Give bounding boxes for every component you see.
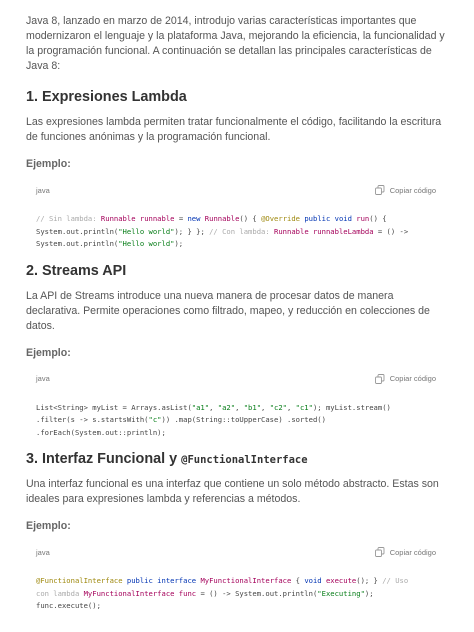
copy-code-label: Copiar código	[389, 185, 436, 195]
example-label: Ejemplo:	[26, 158, 71, 170]
code-language: java	[36, 374, 50, 383]
code-token: List<String> myList = Arrays.asList(	[36, 402, 192, 412]
section-title-lambda: 1. Expresiones Lambda	[26, 89, 187, 105]
code-content	[36, 213, 436, 251]
code-token: "c"	[148, 415, 162, 424]
section-desc-functional-interface: Una interfaz funcional es una interfaz que contiene un solo método abstracto. Estas son ideales para expresiones lambda y referencias a métodos.	[26, 478, 439, 505]
code-token: @Override	[261, 214, 305, 223]
code-token: // Con lambda:	[209, 226, 275, 236]
code-token: // Sin lambda:	[36, 214, 101, 223]
code-block-functional-interface	[36, 546, 436, 613]
code-token: MyFunctionalInterface	[200, 576, 292, 585]
section-streams	[26, 263, 448, 440]
intro-paragraph: Java 8, lanzado en marzo de 2014, introdujo varias características importantes que modernizaron el lenguaje y la plataforma Java, mejorando la eficiencia, la funcionalidad y la programación funcional. A continuación se detallan las principales características de Java 8:	[26, 15, 445, 72]
code-block-streams	[36, 373, 436, 440]
code-token: public interface	[126, 576, 201, 585]
code-token: run	[356, 214, 370, 223]
code-content	[36, 402, 436, 440]
code-token: void	[304, 576, 326, 585]
section-title-functional-interface	[26, 451, 448, 467]
example-label: Ejemplo:	[26, 520, 71, 532]
code-token: =	[174, 214, 188, 223]
code-token: {	[291, 576, 305, 585]
copy-code-button[interactable]	[375, 185, 436, 195]
code-language: java	[36, 185, 50, 195]
code-token: execute	[325, 576, 357, 585]
code-content	[36, 575, 436, 613]
code-token: Runnable runnableLambda	[274, 226, 374, 236]
copy-icon	[375, 547, 385, 557]
code-token: @FunctionalInterface	[36, 576, 127, 585]
code-token: () {	[239, 214, 262, 223]
code-token: ,	[235, 402, 244, 412]
section-functional-interface	[26, 451, 448, 613]
code-token: = () -> System.out.println(	[36, 226, 409, 248]
code-token: )) .map(String::toUpperCase) .sorted() .forEach(System.out::println);	[36, 415, 326, 437]
copy-code-label: Copiar código	[389, 374, 436, 383]
code-token: ); } };	[174, 226, 210, 236]
copy-code-button[interactable]	[375, 374, 436, 384]
code-token: "c2"	[269, 402, 287, 412]
copy-icon	[375, 374, 385, 384]
code-token: (); }	[356, 576, 383, 585]
example-label: Ejemplo:	[26, 346, 71, 359]
code-token: ); myList.stream() .filter(s -> s.startsWith(	[36, 402, 391, 424]
code-token: ,	[209, 402, 218, 412]
code-token: () { System.out.println(	[36, 214, 387, 236]
code-token: ,	[261, 402, 270, 412]
code-token: "Hello world"	[118, 226, 175, 236]
code-token: = () -> System.out.println(	[196, 588, 318, 598]
code-token: "a1"	[191, 402, 210, 412]
section-title-streams: 2. Streams API	[26, 262, 127, 279]
code-token: "b1"	[243, 402, 262, 412]
copy-code-label: Copiar código	[389, 547, 436, 557]
code-header	[36, 373, 436, 385]
code-token: "Hello world"	[118, 239, 175, 248]
copy-code-button[interactable]	[375, 547, 436, 557]
code-token: );	[174, 239, 184, 248]
code-token: Runnable	[204, 214, 240, 223]
copy-icon	[375, 185, 385, 195]
code-header	[36, 184, 436, 196]
code-token: MyFunctionalInterface func	[83, 588, 197, 598]
code-token: new	[187, 214, 205, 223]
code-token: ,	[287, 402, 296, 412]
code-header	[36, 546, 436, 558]
code-token: Runnable runnable	[100, 214, 175, 223]
section-desc-streams: La API de Streams introduce una nueva manera de procesar datos de manera declarativa. Permite operaciones como filtrado, mapeo, y reducción en colecciones de datos.	[26, 289, 430, 332]
code-block-lambda	[36, 184, 436, 251]
section-title-code: @FunctionalInterface	[181, 454, 308, 466]
code-token: ); func.execute();	[36, 588, 374, 610]
code-token: "Executing"	[317, 588, 365, 598]
section-title-text: 3. Interfaz Funcional y	[26, 451, 182, 467]
section-desc-lambda: Las expresiones lambda permiten tratar funcionalmente el código, facilitando la escritura de funciones anónimas y la programación funcional.	[26, 116, 442, 143]
code-token: "c1"	[295, 402, 313, 412]
section-lambda	[26, 89, 448, 251]
code-language: java	[36, 547, 50, 557]
code-token: // Uso con lambda	[36, 576, 409, 598]
code-token: "a2"	[217, 402, 236, 412]
code-token: public void	[304, 214, 357, 223]
